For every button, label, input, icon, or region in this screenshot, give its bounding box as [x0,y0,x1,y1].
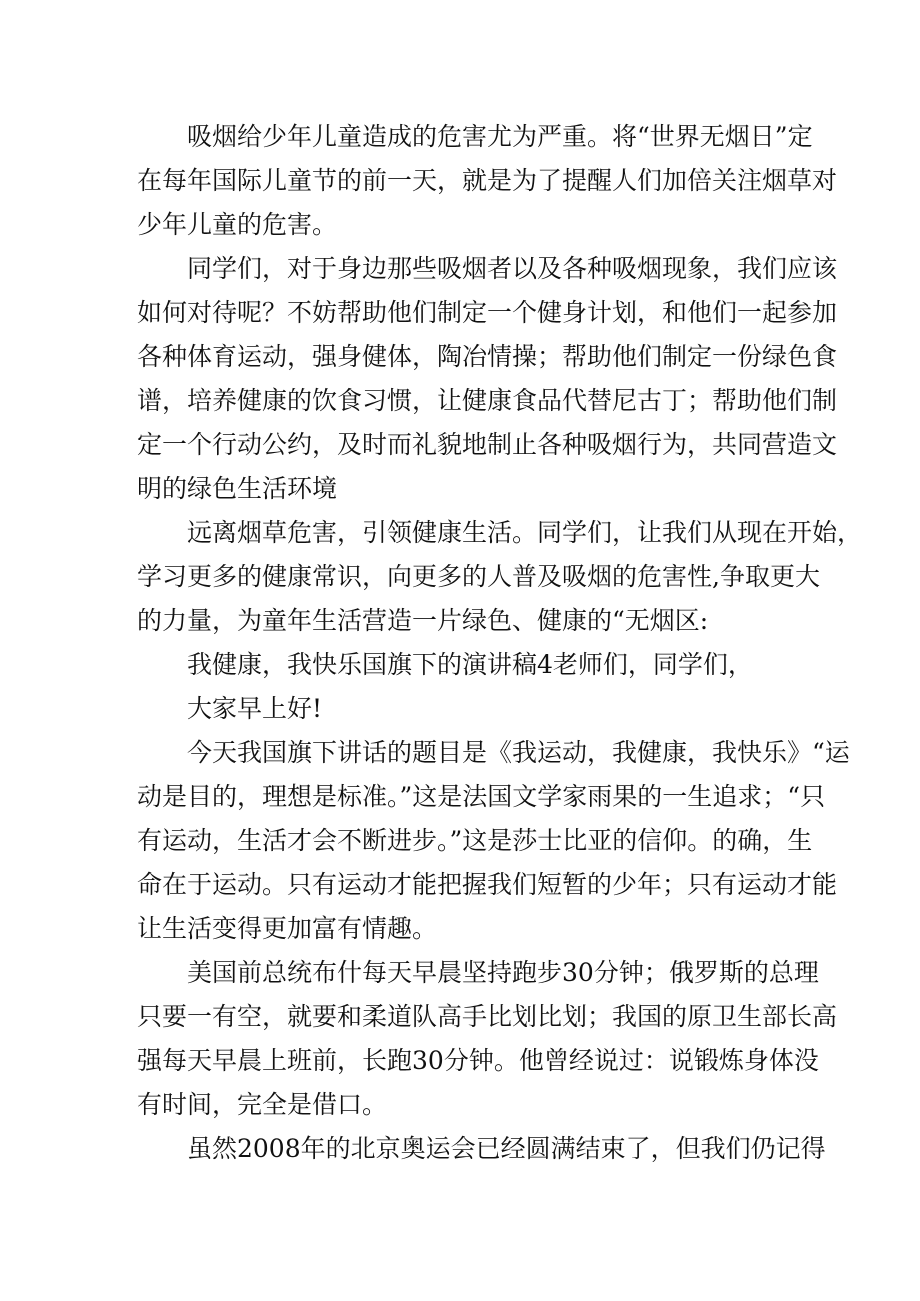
text-line: 学习更多的健康常识，向更多的人普及吸烟的危害性,争取更大 [137,562,820,591]
text-line: 美国前总统布什每天早晨坚持跑步30分钟；俄罗斯的总理 [187,958,819,987]
text-line: 今天我国旗下讲话的题目是《我运动，我健康，我快乐》“运 [187,738,850,767]
text-line: 动是目的，理想是标准。”这是法国文学家雨果的一生追求；“只 [137,782,826,811]
text-line: 在每年国际儿童节的前一天，就是为了提醒人们加倍关注烟草对 [137,166,838,195]
text-line: 各种体育运动，强身健体，陶冶情操；帮助他们制定一份绿色食 [137,342,838,371]
text-line: 远离烟草危害，引领健康生活。同学们，让我们从现在开始， [187,518,863,547]
text-line: 有时间，完全是借口。 [137,1090,388,1119]
text-line: 少年儿童的危害。 [137,210,338,239]
text-line: 有运动，生活才会不断进步。”这是莎士比亚的信仰。的确，生 [137,826,813,855]
text-line: 定一个行动公约，及时而礼貌地制止各种吸烟行为，共同营造文 [137,430,838,459]
text-line: 虽然2008年的北京奥运会已经圆满结束了，但我们仍记得 [187,1134,826,1163]
text-line: 吸烟给少年儿童造成的危害尤为严重。将“世界无烟日”定 [187,122,813,151]
text-line: 大家早上好! [187,694,323,723]
text-line: 如何对待呢？不妨帮助他们制定一个健身计划，和他们一起参加 [137,298,838,327]
text-line: 只要一有空，就要和柔道队高手比划比划；我国的原卫生部长高 [137,1002,838,1031]
text-line: 同学们，对于身边那些吸烟者以及各种吸烟现象，我们应该 [187,254,838,283]
text-line: 强每天早晨上班前，长跑30分钟。他曾经说过：说锻炼身体没 [137,1046,819,1075]
text-line: 谱，培养健康的饮食习惯，让健康食品代替尼古丁；帮助他们制 [137,386,838,415]
document-body [137,115,863,1171]
text-line: 让生活变得更加富有情趣。 [137,914,438,943]
text-line: 我健康，我快乐国旗下的演讲稿4老师们，同学们， [187,650,753,679]
text-line: 命在于运动。只有运动才能把握我们短暂的少年；只有运动才能 [137,870,838,899]
text-line: 的力量，为童年生活营造一片绿色、健康的“无烟区: [137,606,709,635]
text-line: 明的绿色生活环境 [137,474,338,503]
